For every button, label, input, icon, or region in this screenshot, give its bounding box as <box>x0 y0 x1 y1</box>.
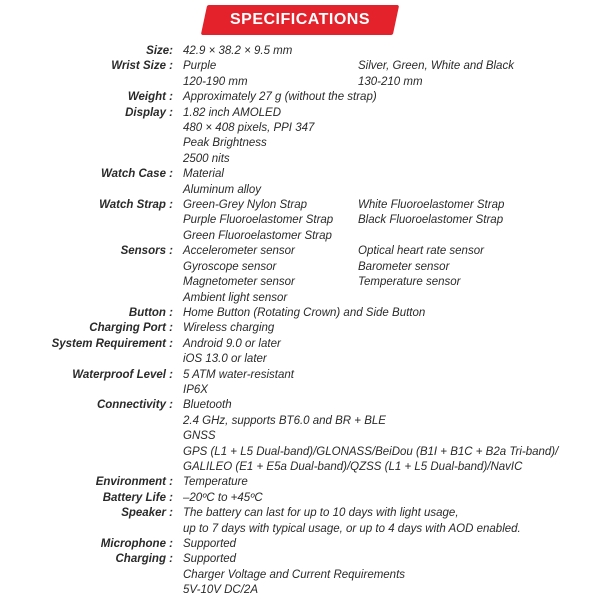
spec-value: Accelerometer sensor <box>183 245 295 258</box>
spec-row <box>0 506 600 537</box>
spec-value: Green-Grey Nylon Strap <box>183 199 307 212</box>
spec-label: Waterproof Level : <box>72 368 173 381</box>
spec-value-line <box>183 121 598 136</box>
spec-value: Magnetometer sensor <box>183 276 295 289</box>
spec-row <box>0 552 600 598</box>
spec-value: IP6X <box>183 383 208 396</box>
spec-value: 2.4 GHz, supports BT6.0 and BR + BLE <box>183 414 386 427</box>
spec-value-line <box>183 244 598 259</box>
spec-value: Bluetooth <box>183 399 232 412</box>
spec-value: Wireless charging <box>183 322 275 335</box>
spec-row <box>0 321 600 336</box>
spec-value-line <box>183 291 598 306</box>
spec-value: –20ºC to +45ºC <box>183 491 263 504</box>
spec-value: Purple Fluoroelastomer Strap <box>183 214 334 227</box>
spec-value: Aluminum alloy <box>183 183 261 196</box>
spec-value: Silver, Green, White and Black <box>358 60 514 73</box>
spec-row <box>0 90 600 105</box>
spec-label: Wrist Size : <box>111 60 173 73</box>
spec-value-line <box>183 167 598 182</box>
spec-value: GPS (L1 + L5 Dual-band)/GLONASS/BeiDou (B1I + B1C + B2a Tri-band)/ <box>183 445 559 458</box>
spec-values <box>183 167 598 198</box>
spec-values <box>183 398 598 475</box>
spec-value-line <box>183 583 598 598</box>
spec-value: Supported <box>183 538 237 550</box>
spec-value-line <box>183 75 598 90</box>
spec-value-line <box>183 352 598 367</box>
spec-value: Material <box>183 168 224 181</box>
spec-value: Barometer sensor <box>358 260 450 273</box>
spec-value-line <box>183 506 598 521</box>
spec-row <box>0 244 600 306</box>
spec-value-line <box>183 198 598 213</box>
spec-value: 480 × 408 pixels, PPI 347 <box>183 122 315 135</box>
spec-value: Charger Voltage and Current Requirements <box>183 568 406 581</box>
spec-value-line <box>183 368 598 383</box>
spec-label: Sensors : <box>120 245 173 258</box>
spec-value-line <box>183 306 598 321</box>
spec-values <box>183 44 598 59</box>
spec-values <box>183 368 598 399</box>
spec-value: 42.9 × 38.2 × 9.5 mm <box>183 45 293 57</box>
spec-label: Weight : <box>127 91 173 104</box>
spec-value: Approximately 27 g (without the strap) <box>183 91 377 104</box>
spec-value: 1.82 inch AMOLED <box>183 106 282 119</box>
spec-row <box>0 337 600 368</box>
spec-value-line <box>183 429 598 444</box>
spec-value-line <box>183 152 598 167</box>
spec-label: Display : <box>125 106 173 119</box>
spec-value-line <box>183 321 598 336</box>
spec-row <box>0 306 600 321</box>
spec-row <box>0 198 600 244</box>
spec-row <box>0 167 600 198</box>
spec-label: Charging Port : <box>89 322 173 335</box>
spec-value: Green Fluoroelastomer Strap <box>183 229 332 242</box>
spec-value: 120-190 mm <box>183 75 248 88</box>
spec-value: Gyroscope sensor <box>183 260 277 273</box>
spec-label: Watch Case : <box>100 168 173 181</box>
spec-value-line <box>183 414 598 429</box>
spec-label: Charging : <box>115 553 173 566</box>
spec-value: Temperature sensor <box>358 276 461 289</box>
specifications-list <box>0 44 600 599</box>
spec-value: Purple <box>183 60 217 73</box>
spec-value-line <box>183 568 598 583</box>
spec-value-line <box>183 537 598 552</box>
spec-value-line <box>183 460 598 475</box>
spec-value: Temperature <box>183 476 248 489</box>
spec-values <box>183 506 598 537</box>
spec-label: Environment : <box>95 476 173 489</box>
spec-value: iOS 13.0 or later <box>183 353 267 366</box>
spec-value: Android 9.0 or later <box>183 337 281 350</box>
spec-value: The battery can last for up to 10 days with light usage, <box>183 507 459 520</box>
spec-row <box>0 475 600 490</box>
spec-value: Supported <box>183 553 237 566</box>
spec-values <box>183 106 598 168</box>
spec-values <box>183 337 598 368</box>
spec-values <box>183 90 598 105</box>
spec-value-line <box>183 136 598 151</box>
spec-values <box>183 321 598 336</box>
spec-row <box>0 398 600 475</box>
spec-value-line <box>183 229 598 244</box>
spec-value-line <box>183 106 598 121</box>
spec-row <box>0 44 600 59</box>
spec-label: Speaker : <box>121 507 173 520</box>
page-title: SPECIFICATIONS <box>229 11 371 28</box>
spec-row <box>0 106 600 168</box>
spec-row <box>0 491 600 506</box>
spec-value: Optical heart rate sensor <box>358 245 484 258</box>
spec-value: Black Fluoroelastomer Strap <box>358 214 504 227</box>
spec-value-line <box>183 183 598 198</box>
spec-label: Size: <box>146 45 173 57</box>
spec-values <box>183 244 598 306</box>
spec-row <box>0 59 600 90</box>
spec-value: White Fluoroelastomer Strap <box>358 199 505 212</box>
spec-values <box>183 59 598 90</box>
spec-label: Connectivity : <box>96 399 173 412</box>
spec-value-line <box>183 59 598 74</box>
spec-values <box>183 306 598 321</box>
spec-value-line <box>183 398 598 413</box>
spec-value: 130-210 mm <box>358 75 423 88</box>
spec-value: 2500 nits <box>183 152 230 165</box>
specifications-banner <box>204 5 396 35</box>
spec-value: 5 ATM water-resistant <box>183 368 294 381</box>
spec-value-line <box>183 90 598 105</box>
spec-value-line <box>183 445 598 460</box>
spec-value-line <box>183 213 598 228</box>
spec-value: up to 7 days with typical usage, or up to 4 days with AOD enabled. <box>183 522 521 535</box>
spec-value-line <box>183 260 598 275</box>
spec-row <box>0 537 600 552</box>
spec-values <box>183 537 598 552</box>
spec-value: GALILEO (E1 + E5a Dual-band)/QZSS (L1 + L5 Dual-band)/NavIC <box>183 460 523 473</box>
spec-values <box>183 491 598 506</box>
spec-label: Microphone : <box>100 538 173 550</box>
spec-value: GNSS <box>183 430 216 443</box>
spec-values <box>183 198 598 244</box>
spec-values <box>183 475 598 490</box>
spec-value-line <box>183 491 598 506</box>
spec-label: Battery Life : <box>102 491 173 504</box>
spec-value-line <box>183 275 598 290</box>
spec-value: Ambient light sensor <box>183 291 288 304</box>
spec-values <box>183 552 598 598</box>
spec-value: 5V-10V DC/2A <box>183 584 258 597</box>
spec-label: Button : <box>128 306 173 319</box>
spec-value-line <box>183 475 598 490</box>
spec-value-line <box>183 552 598 567</box>
spec-label: System Requirement : <box>51 337 173 350</box>
spec-value-line <box>183 44 598 59</box>
spec-value-line <box>183 522 598 537</box>
spec-value-line <box>183 383 598 398</box>
spec-value: Peak Brightness <box>183 137 267 150</box>
spec-value-line <box>183 337 598 352</box>
spec-value: Home Button (Rotating Crown) and Side Button <box>183 306 426 319</box>
spec-row <box>0 368 600 399</box>
spec-label: Watch Strap : <box>99 199 173 212</box>
